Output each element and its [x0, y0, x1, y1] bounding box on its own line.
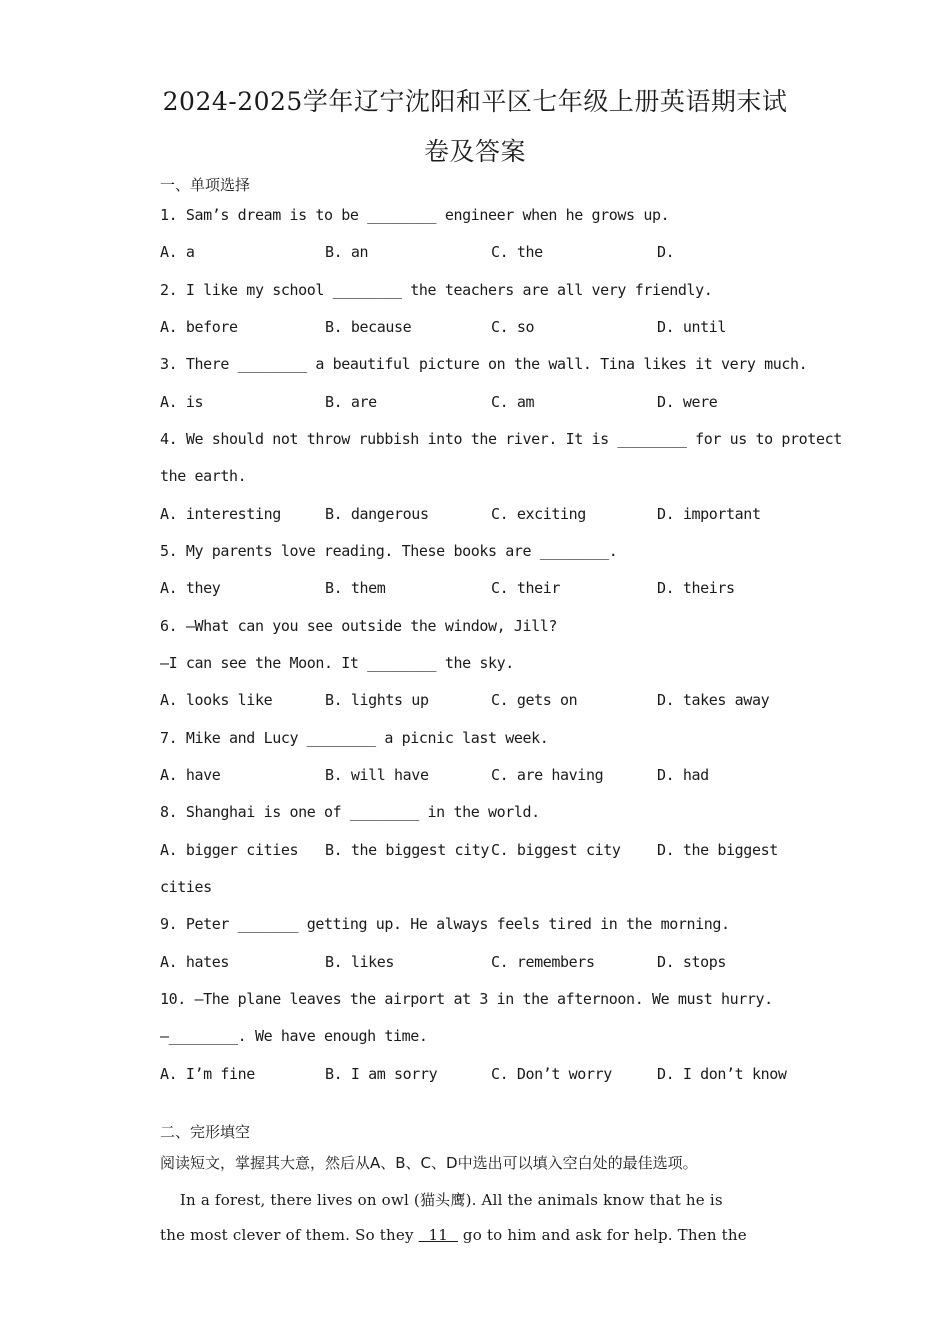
- cloze-instruction: 阅读短文，掌握其大意，然后从A、B、C、D中选出可以填入空白处的最佳选项。: [160, 1154, 698, 1172]
- question-4-continued: the earth.: [160, 467, 247, 485]
- question-8: 8. Shanghai is one of ________ in the world.: [160, 803, 540, 821]
- options-3: [160, 393, 800, 415]
- option-a: A. looks like: [160, 691, 273, 709]
- options-7: [160, 766, 800, 788]
- question-5: 5. My parents love reading. These books are ________.: [160, 542, 618, 560]
- option-d: D. the biggest: [657, 841, 778, 859]
- option-c: C. exciting: [491, 505, 586, 523]
- options-5: [160, 579, 800, 601]
- question-7: 7. Mike and Lucy ________ a picnic last week.: [160, 729, 549, 747]
- cloze-passage-line-1: In a forest, there lives on owl (猫头鹰). All the animals know that he is: [160, 1191, 723, 1209]
- question-10-continued: —________. We have enough time.: [160, 1027, 428, 1045]
- option-d: D. theirs: [657, 579, 735, 597]
- options-9: [160, 953, 800, 975]
- option-c: C. gets on: [491, 691, 578, 709]
- option-b: B. an: [325, 243, 369, 261]
- question-4: 4. We should not throw rubbish into the river. It is ________ for us to protect: [160, 430, 842, 448]
- option-c: C. Don’t worry: [491, 1065, 612, 1083]
- option-c: C. their: [491, 579, 561, 597]
- options-1: [160, 243, 800, 265]
- option-b: B. them: [325, 579, 386, 597]
- question-6: 6. —What can you see outside the window, Jill?: [160, 617, 558, 635]
- option-a: A. have: [160, 766, 221, 784]
- option-d: D. I don’t know: [657, 1065, 787, 1083]
- option-b: B. dangerous: [325, 505, 429, 523]
- option-b: B. the biggest city: [325, 841, 489, 859]
- page-title-continued: 卷及答案: [423, 137, 526, 166]
- options-8: [160, 841, 800, 863]
- options-2: [160, 318, 800, 340]
- options-6: [160, 691, 800, 713]
- passage-text: go to him and ask for help. Then the: [457, 1226, 747, 1244]
- question-1: 1. Sam’s dream is to be ________ engineer when he grows up.: [160, 206, 670, 224]
- option-d: D. were: [657, 393, 718, 411]
- option-c: C. biggest city: [491, 841, 621, 859]
- option-d-continued: cities: [160, 878, 212, 896]
- option-a: A. is: [160, 393, 204, 411]
- option-b: B. lights up: [325, 691, 429, 709]
- section-heading-cloze: 二、完形填空: [160, 1123, 251, 1141]
- option-d: D.: [657, 243, 675, 261]
- cloze-passage-line-2: [160, 1226, 747, 1244]
- option-a: A. a: [160, 243, 195, 261]
- question-10: 10. —The plane leaves the airport at 3 in the afternoon. We must hurry.: [160, 990, 773, 1008]
- option-d: D. important: [657, 505, 761, 523]
- page-title: 2024-2025学年辽宁沈阳和平区七年级上册英语期末试: [162, 87, 788, 116]
- passage-text: the most clever of them. So they: [160, 1226, 419, 1244]
- options-4: [160, 505, 800, 527]
- question-9: 9. Peter _______ getting up. He always feels tired in the morning.: [160, 915, 730, 933]
- option-b: B. are: [325, 393, 377, 411]
- option-a: A. hates: [160, 953, 230, 971]
- option-a: A. they: [160, 579, 221, 597]
- question-2: 2. I like my school ________ the teachers are all very friendly.: [160, 281, 713, 299]
- option-d: D. had: [657, 766, 709, 784]
- option-c: C. the: [491, 243, 543, 261]
- option-d: D. takes away: [657, 691, 770, 709]
- option-a: A. interesting: [160, 505, 281, 523]
- option-d: D. stops: [657, 953, 727, 971]
- option-c: C. are having: [491, 766, 604, 784]
- section-heading-single-choice: 一、单项选择: [160, 176, 251, 194]
- option-c: C. am: [491, 393, 535, 411]
- option-c: C. so: [491, 318, 535, 336]
- option-b: B. will have: [325, 766, 429, 784]
- options-10: [160, 1065, 800, 1087]
- option-b: B. likes: [325, 953, 395, 971]
- option-a: A. I’m fine: [160, 1065, 255, 1083]
- option-a: A. bigger cities: [160, 841, 299, 859]
- option-a: A. before: [160, 318, 238, 336]
- question-3: 3. There ________ a beautiful picture on the wall. Tina likes it very much.: [160, 355, 808, 373]
- option-b: B. I am sorry: [325, 1065, 438, 1083]
- blank-11: 11: [418, 1226, 458, 1244]
- question-6-continued: —I can see the Moon. It ________ the sky.: [160, 654, 514, 672]
- option-c: C. remembers: [491, 953, 595, 971]
- option-d: D. until: [657, 318, 727, 336]
- option-b: B. because: [325, 318, 412, 336]
